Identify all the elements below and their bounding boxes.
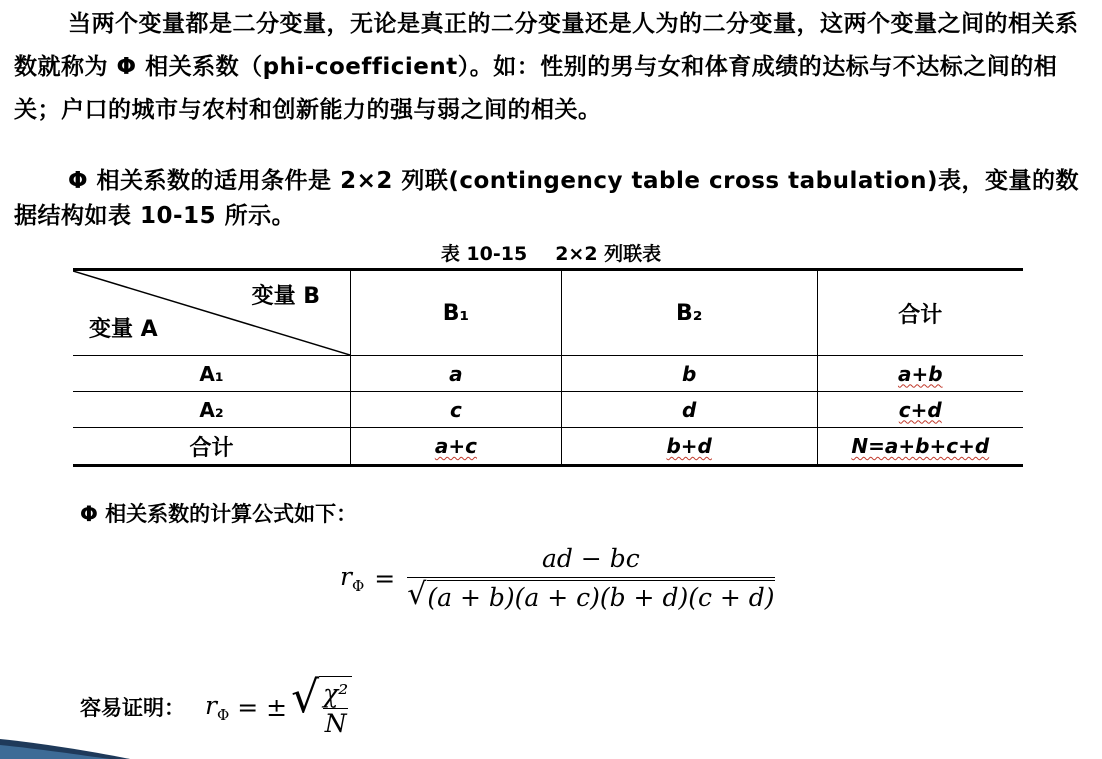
table-cell: d — [561, 392, 817, 428]
phi-formula — [340, 544, 775, 612]
table-caption-number: 表 10-15 — [440, 243, 528, 265]
row-total-cell — [817, 392, 1023, 428]
formula-lhs — [340, 562, 364, 595]
proof-lhs — [205, 691, 229, 724]
row-label: A₁ — [73, 356, 351, 392]
row-total-value: c+d — [898, 397, 942, 422]
proof-label: 容易证明： — [80, 696, 185, 720]
column-total-cell — [561, 428, 817, 466]
contingency-table — [73, 268, 1023, 467]
row-total-cell — [817, 356, 1023, 392]
proof-subscript: Φ — [216, 705, 230, 724]
formula-denominator: (a + b)(a + c)(b + d)(c + d) — [427, 580, 774, 612]
header-b1: B₁ — [351, 270, 562, 356]
column-total-value: a+c — [434, 434, 477, 458]
table-caption — [0, 239, 1102, 266]
proof-sqrt — [291, 672, 352, 738]
radical-icon: √ — [407, 577, 427, 612]
formula-r: r — [340, 561, 352, 591]
row-total-value: a+b — [897, 361, 943, 386]
proof-line — [80, 672, 352, 738]
intro-paragraph: 当两个变量都是二分变量，无论是真正的二分变量还是人为的二分变量，这两个变量之间的相关系数就称为 Φ 相关系数（phi-coefficient）。如：性别的男与女和体育成绩的达标与不达标之间的相关；户口的城市与农村和创新能力的强与弱之间的相关。 — [14, 11, 1079, 123]
formula-numerator: ad − bc — [542, 544, 640, 573]
formula-subscript: Φ — [351, 576, 365, 595]
table-total-row — [73, 428, 1023, 466]
grand-total-value: N=a+b+c+d — [851, 434, 990, 458]
table-header-row — [73, 270, 1023, 356]
sqrt-sign — [407, 577, 775, 612]
corner-cell — [73, 270, 351, 356]
row-label: 合计 — [73, 428, 351, 466]
corner-label-a: 变量 A — [89, 317, 158, 342]
table-cell: c — [351, 392, 562, 428]
proof-r: r — [205, 690, 217, 720]
formula-intro: Φ 相关系数的计算公式如下： — [80, 502, 358, 526]
table-caption-title: 2×2 列联表 — [555, 243, 662, 265]
column-total-cell — [351, 428, 562, 466]
formula-fraction — [407, 544, 774, 612]
proof-fraction — [319, 676, 352, 738]
condition-paragraph: Φ 相关系数的适用条件是 2×2 列联(contingency table cross tabulation)表，变量的数据结构如表 10-15 所示。 — [14, 168, 1079, 229]
row-label: A₂ — [73, 392, 351, 428]
header-b2: B₂ — [561, 270, 817, 356]
radical-icon: √ — [291, 672, 320, 723]
grand-total-cell — [817, 428, 1023, 466]
formula-equals: = — [374, 563, 396, 593]
table-row — [73, 356, 1023, 392]
slide-swoosh-decoration — [0, 735, 130, 759]
column-total-value: b+d — [666, 434, 712, 458]
formula-denominator-wrap — [407, 578, 774, 612]
corner-label-b: 变量 B — [251, 284, 320, 309]
table-row — [73, 392, 1023, 428]
table-cell: b — [561, 356, 817, 392]
proof-numerator: χ² — [323, 679, 349, 708]
table-cell: a — [351, 356, 562, 392]
proof-denominator: N — [324, 709, 347, 738]
proof-equals: = ± — [237, 692, 288, 722]
proof-expression — [205, 672, 352, 738]
header-total: 合计 — [817, 270, 1023, 356]
